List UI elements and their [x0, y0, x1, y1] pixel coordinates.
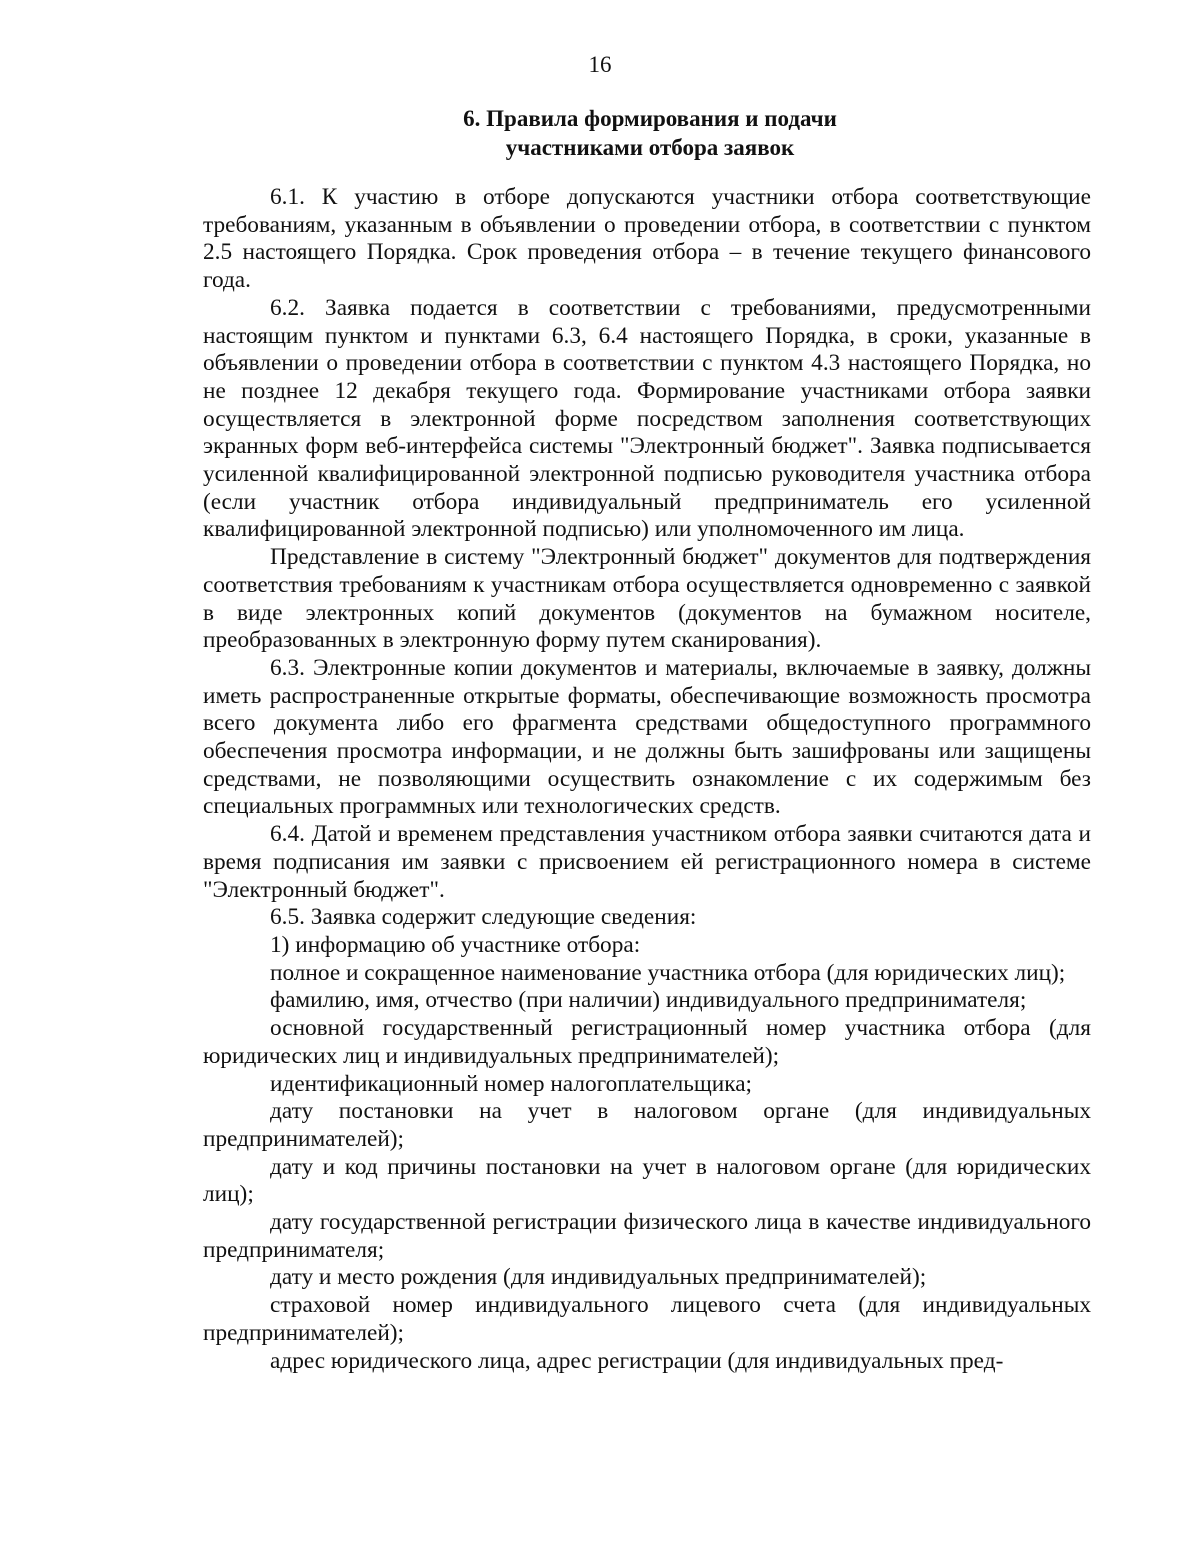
paragraph: адрес юридического лица, адрес регистрации (для индивидуальных пред- [270, 1347, 1004, 1374]
page-number: 16 [588, 52, 612, 77]
paragraph: 1) информацию об участнике отбора: [270, 931, 641, 958]
document-body [203, 184, 1091, 1375]
paragraph: основной государственный регистрационный номер участника отбора (для юридических лиц и индивидуальных предпринимателей); [203, 1015, 1091, 1069]
section-heading-line-2: участниками отбора заявок [505, 135, 795, 160]
paragraph: идентификационный номер налогоплательщика; [270, 1070, 753, 1097]
paragraph: дату государственной регистрации физического лица в качестве индивидуального предпринимателя; [203, 1209, 1091, 1263]
paragraph: 6.2. Заявка подается в соответствии с требованиями, предусмотренными настоящим пунктом и пунктами 6.3, 6.4 настоящего Порядка, в сроки, указанные в объявлении о проведении отбора в соответствии с пунктом 4.3 настоящего Порядка, но не позднее 12 декабря текущего года. Формирование участниками отбора заявки осуществляется в электронной форме посредством заполнения соответствующих экранных форм веб-интерфейса системы "Электронный бюджет". Заявка подписывается усиленной квалифицированной электронной подписью руководителя участника отбора (если участник отбора индивидуальный предприниматель его усиленной квалифицированной электронной подписью) или уполномоченного им лица. [203, 294, 1091, 543]
paragraph: 6.4. Датой и временем представления участником отбора заявки считаются дата и время подписания им заявки с присвоением ей регистрационного номера в системе "Электронный бюджет". [203, 821, 1091, 903]
paragraph: страховой номер индивидуального лицевого счета (для индивидуальных предпринимателей); [203, 1292, 1091, 1346]
paragraph: Представление в систему "Электронный бюджет" документов для подтверждения соответствия требованиям к участникам отбора осуществляется одновременно с заявкой в виде электронных копий документов (документов на бумажном носителе, преобразованных в электронную форму путем сканирования). [203, 544, 1091, 654]
paragraph: дату и код причины постановки на учет в налоговом органе (для юридических лиц); [203, 1153, 1091, 1208]
paragraph: 6.5. Заявка содержит следующие сведения: [270, 904, 697, 931]
paragraph: дату и место рождения (для индивидуальных предпринимателей); [270, 1264, 927, 1291]
paragraph: 6.3. Электронные копии документов и материалы, включаемые в заявку, должны иметь распространенные открытые форматы, обеспечивающие возможность просмотра всего документа либо его фрагмента средствами общедоступного программного обеспечения просмотра информации, и не должны быть зашифрованы или защищены средствами, не позволяющими осуществить ознакомление с их содержимым без специальных программных или технологических средств. [203, 654, 1091, 820]
paragraph: 6.1. К участию в отборе допускаются участники отбора соответствующие требованиям, указанным в объявлении о проведении отбора, в соответствии с пунктом 2.5 настоящего Порядка. Срок проведения отбора – в течение текущего финансового года. [203, 184, 1091, 294]
paragraph: полное и сокращенное наименование участника отбора (для юридических лиц); [270, 959, 1066, 986]
section-heading [250, 104, 1050, 162]
paragraph: фамилию, имя, отчество (при наличии) индивидуального предпринимателя; [270, 987, 1027, 1014]
section-heading-line-1: 6. Правила формирования и подачи [463, 106, 837, 131]
paragraph: дату постановки на учет в налоговом органе (для индивидуальных предпринимателей); [203, 1098, 1091, 1152]
